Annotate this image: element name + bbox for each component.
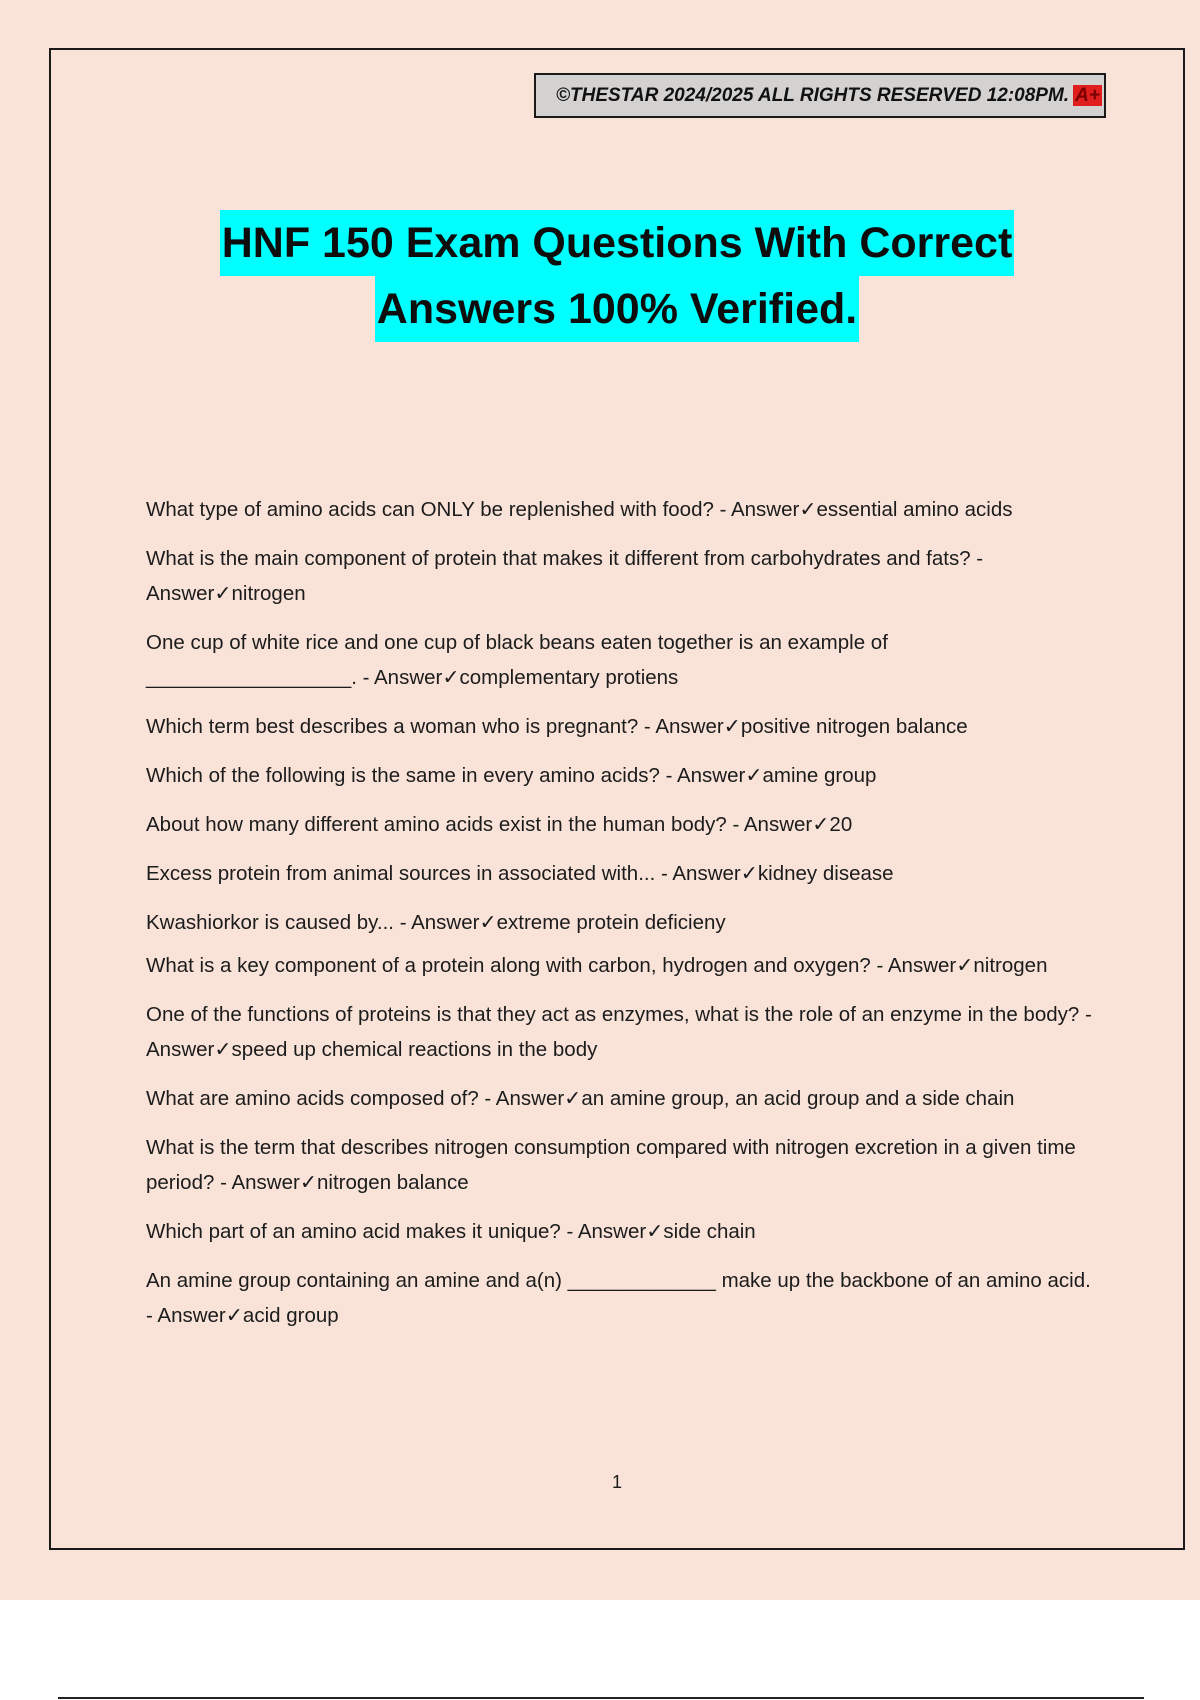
qa-item: What is the term that describes nitrogen consumption compared with nitrogen excretion in a given time period? - Answer✓nitrogen balance xyxy=(146,1136,1076,1194)
qa-item: What are amino acids composed of? - Answer✓an amine group, an acid group and a side chain xyxy=(146,1087,1015,1110)
copyright-header xyxy=(534,73,1106,118)
title-line-1: HNF 150 Exam Questions With Correct xyxy=(220,210,1015,276)
qa-item: About how many different amino acids exist in the human body? - Answer✓20 xyxy=(146,813,853,836)
qa-item: One of the functions of proteins is that they act as enzymes, what is the role of an enzyme in the body? - Answer✓speed up chemical reactions in the body xyxy=(146,1003,1092,1061)
qa-item: An amine group containing an amine and a(n) _____________ make up the backbone of an amino acid. - Answer✓acid group xyxy=(146,1269,1091,1327)
document-title xyxy=(49,210,1185,342)
page-number: 1 xyxy=(611,1472,622,1492)
qa-item: Kwashiorkor is caused by... - Answer✓extreme protein deficieny xyxy=(146,911,726,934)
copyright-text: ©THESTAR 2024/2025 ALL RIGHTS RESERVED 12:08PM. xyxy=(556,85,1070,106)
qa-item: Excess protein from animal sources in associated with... - Answer✓kidney disease xyxy=(146,862,894,885)
qa-item: Which of the following is the same in every amino acids? - Answer✓amine group xyxy=(146,764,877,787)
qa-item: Which term best describes a woman who is pregnant? - Answer✓positive nitrogen balance xyxy=(146,715,968,738)
grade-badge: A+ xyxy=(1075,85,1100,106)
qa-item: What type of amino acids can ONLY be replenished with food? - Answer✓essential amino acids xyxy=(146,498,1013,521)
title-line-2: Answers 100% Verified. xyxy=(375,276,859,342)
question-answer-list xyxy=(146,492,1096,1347)
qa-item: What is the main component of protein that makes it different from carbohydrates and fats? - Answer✓nitrogen xyxy=(146,547,984,605)
next-page-divider xyxy=(58,1697,1144,1699)
qa-item: What is a key component of a protein along with carbon, hydrogen and oxygen? - Answer✓nitrogen xyxy=(146,954,1048,977)
qa-item: Which part of an amino acid makes it unique? - Answer✓side chain xyxy=(146,1220,756,1243)
qa-item: One cup of white rice and one cup of black beans eaten together is an example of __________________. - Answer✓complementary protiens xyxy=(146,631,888,689)
